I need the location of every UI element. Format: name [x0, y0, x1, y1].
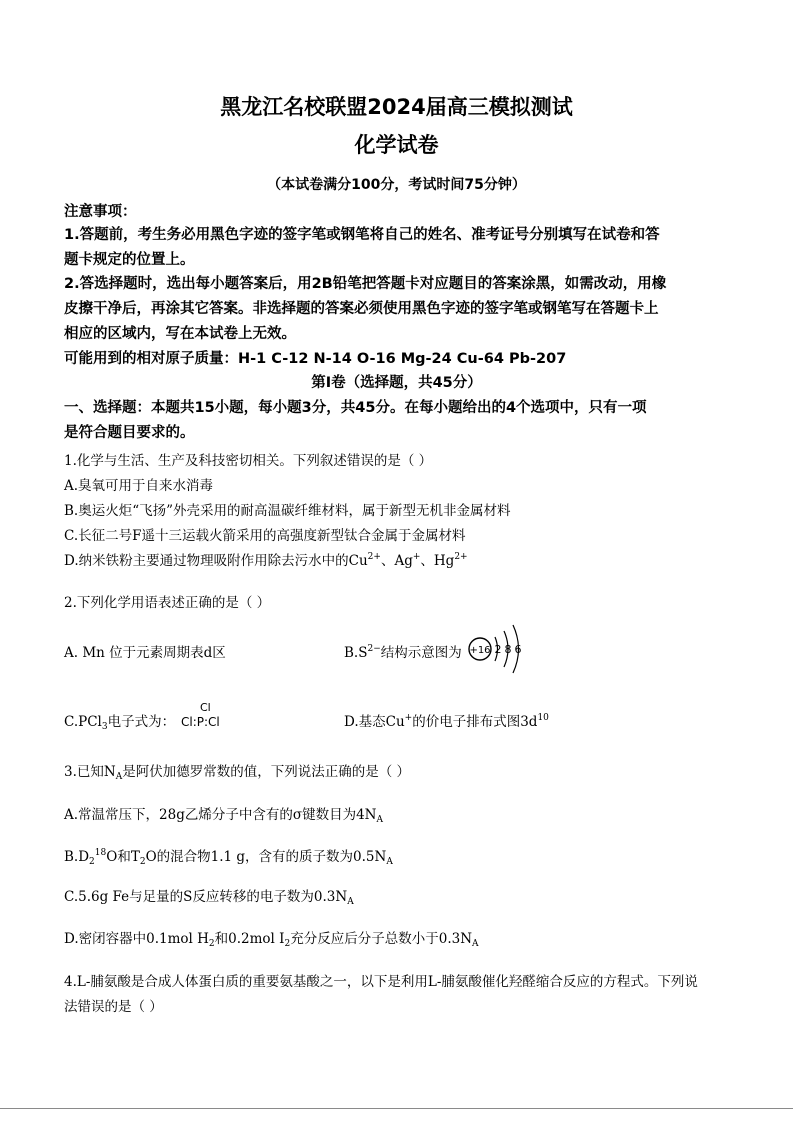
q1-option-a: A.臭氧可用于自来水消毒 [64, 478, 214, 494]
q2-b-ion-charge: 2− [367, 644, 381, 654]
section-instruction-line-2: 是符合题目要求的。 [64, 425, 195, 441]
q1-d-sep-1: 、 [380, 553, 395, 569]
q3-a-value: 4N [356, 807, 377, 823]
q3-b-f1-sup: 18 [94, 848, 107, 858]
q3-b-text-2: 的混合物 [156, 849, 211, 865]
q1-option-b: B.奥运火炬“飞扬”外壳采用的耐高温碳纤维材料，属于新型无机非金属材料 [64, 503, 511, 519]
sulfide-structure-diagram [462, 620, 528, 678]
page-bottom-rule [0, 1108, 793, 1109]
q3-b-value: 0.5N [353, 849, 387, 865]
q3-c-mass: 5.6g Fe [78, 889, 130, 905]
q3-b-value-sub: A [386, 857, 393, 867]
q3-option-d [64, 927, 479, 949]
q2-b-ion: S [358, 645, 368, 661]
section-instruction-line-1: 一、选择题：本题共15小题，每小题3分，共45分。在每小题给出的4个选项中，只有一项 [64, 400, 647, 416]
q3-b-f1-sub: 2 [89, 857, 95, 867]
q1-d-prefix: D.纳米铁粉主要通过物理吸附作用除去污水中的 [64, 553, 349, 569]
q2-option-b [344, 641, 462, 661]
q3-b-and: 和 [117, 849, 131, 865]
q3-b-f2: T [130, 849, 140, 865]
q1-option-c: C.长征二号F遥十三运载火箭采用的高强度新型钛合金属于金属材料 [64, 528, 466, 544]
q2-option-c [64, 710, 175, 732]
q2-d-prefix: D.基态 [344, 714, 386, 730]
q2-c-prefix: C. [64, 714, 79, 730]
q3-c-text-2: 与足量的S反应转移的电子数为 [129, 889, 314, 905]
q4-stem-line-2: 法错误的是（ ） [64, 999, 163, 1015]
q2-d-ion: Cu [385, 714, 405, 730]
pcl3-lewis: Cl:P:Cl [181, 715, 220, 729]
q1-option-d [64, 549, 468, 569]
q3-d-text-2: 充分反应后分子总数小于 [290, 931, 439, 947]
q3-d-h2: 0.1mol H [146, 931, 209, 947]
q2-b-suffix: 结构示意图为 [380, 645, 462, 661]
q3-b-f2-end: O [145, 849, 157, 865]
note-1-line-1: 1.答题前，考生务必用黑色字迹的签字笔或钢笔将自己的姓名、准考证号分别填写在试卷和答 [64, 227, 660, 243]
notes-heading: 注意事项： [64, 204, 137, 220]
q3-b-f1-end: O [106, 849, 118, 865]
atomic-masses: 可能用到的相对原子质量：H-1 C-12 N-14 O-16 Mg-24 Cu-64 Pb-207 [64, 351, 567, 367]
shell-2-electrons: 8 [504, 643, 512, 656]
q2-d-ion-charge: + [404, 713, 413, 723]
exam-info: （本试卷满分100分，考试时间75分钟） [267, 177, 526, 193]
pcl3-top-cl: Cl [200, 701, 211, 714]
q1-d-sep-2: 、 [420, 553, 434, 569]
q3-b-f2-sub: 2 [139, 857, 146, 867]
shell-1-electrons: 2 [494, 643, 502, 656]
shell-3-electrons: 6 [514, 643, 522, 656]
q2-d-config-sup: 10 [537, 713, 549, 723]
q1-d-cu-charge: 2+ [367, 552, 381, 562]
q2-option-d [344, 710, 549, 730]
q1-d-cu: Cu [348, 553, 368, 569]
q2-c-formula: PCl [78, 714, 102, 730]
q1-stem: 1.化学与生活、生产及科技密切相关。下列叙述错误的是（ ） [64, 453, 433, 469]
q3-option-c [64, 885, 354, 907]
q3-stem-suffix: 是阿伏加德罗常数的值，下列说法正确的是（ ） [122, 764, 410, 780]
note-2-line-2: 皮擦干净后，再涂其它答案。非选择题的答案必须使用黑色字迹的签字笔或钢笔写在答题卡上 [64, 301, 659, 317]
exam-title: 黑龙江名校联盟2024届高三模拟测试 [220, 95, 573, 119]
q3-b-f1: D [78, 849, 90, 865]
q3-stem-prefix: 3.已知 [64, 764, 104, 780]
q3-d-value: 0.3N [438, 931, 473, 947]
q3-stem-na-sub: A [115, 772, 123, 782]
q1-d-hg-charge: 2+ [454, 552, 468, 562]
exam-subject: 化学试卷 [354, 133, 439, 157]
q1-d-ag-charge: + [412, 552, 421, 562]
q2-b-prefix: B. [344, 645, 359, 661]
q3-c-value: 0.3N [313, 889, 348, 905]
q3-d-value-sub: A [472, 939, 479, 949]
q3-d-i2-sub: 2 [284, 939, 291, 949]
q2-c-suffix: 电子式为： [107, 714, 176, 730]
q3-d-and: 和 [214, 931, 229, 947]
q3-b-text-3: ，含有的质子数为 [245, 849, 354, 865]
q3-option-b [64, 845, 393, 867]
q3-a-text-1: A.常温常压下， [64, 807, 160, 823]
q3-a-text-2: 乙烯分子中含有的σ键数目为 [184, 807, 357, 823]
q3-b-mass: 1.1 g [210, 849, 246, 865]
q3-b-text-1: B. [64, 849, 79, 865]
q2-stem: 2.下列化学用语表述正确的是（ ） [64, 595, 271, 611]
q3-a-mass: 28g [159, 807, 185, 823]
q3-option-a [64, 803, 383, 825]
q3-c-value-sub: A [347, 897, 354, 907]
q3-a-value-sub: A [376, 815, 383, 825]
note-2-line-1: 2.答选择题时，选出每小题答案后，用2B铅笔把答题卡对应题目的答案涂黑，如需改动，用橡 [64, 276, 667, 292]
section-title: 第Ⅰ卷（选择题，共45分） [311, 375, 482, 391]
q2-d-config: 3d [520, 714, 538, 730]
q3-d-text-1: D.密闭容器中 [64, 931, 147, 947]
q2-d-suffix: 的价电子排布式图 [412, 714, 521, 730]
q3-d-i2: 0.2mol I [228, 931, 285, 947]
q3-stem-na: N [103, 764, 116, 780]
q1-d-ag: Ag [394, 553, 413, 569]
q3-c-text-1: C. [64, 889, 79, 905]
q3-d-h2-sub: 2 [208, 939, 215, 949]
note-2-line-3: 相应的区域内，写在本试卷上无效。 [64, 326, 296, 342]
nucleus-charge: +16 [469, 645, 491, 656]
q4-stem-line-1: 4.L-脯氨酸是合成人体蛋白质的重要氨基酸之一，以下是利用L-脯氨酸催化羟醛缩合反应的方程式。下列说 [64, 974, 698, 990]
q3-stem [64, 760, 410, 782]
q2-option-a: A. Mn 位于元素周期表d区 [64, 645, 226, 661]
note-1-line-2: 题卡规定的位置上。 [64, 252, 195, 268]
q1-d-hg: Hg [433, 553, 455, 569]
q2-c-formula-sub: 3 [101, 722, 108, 732]
